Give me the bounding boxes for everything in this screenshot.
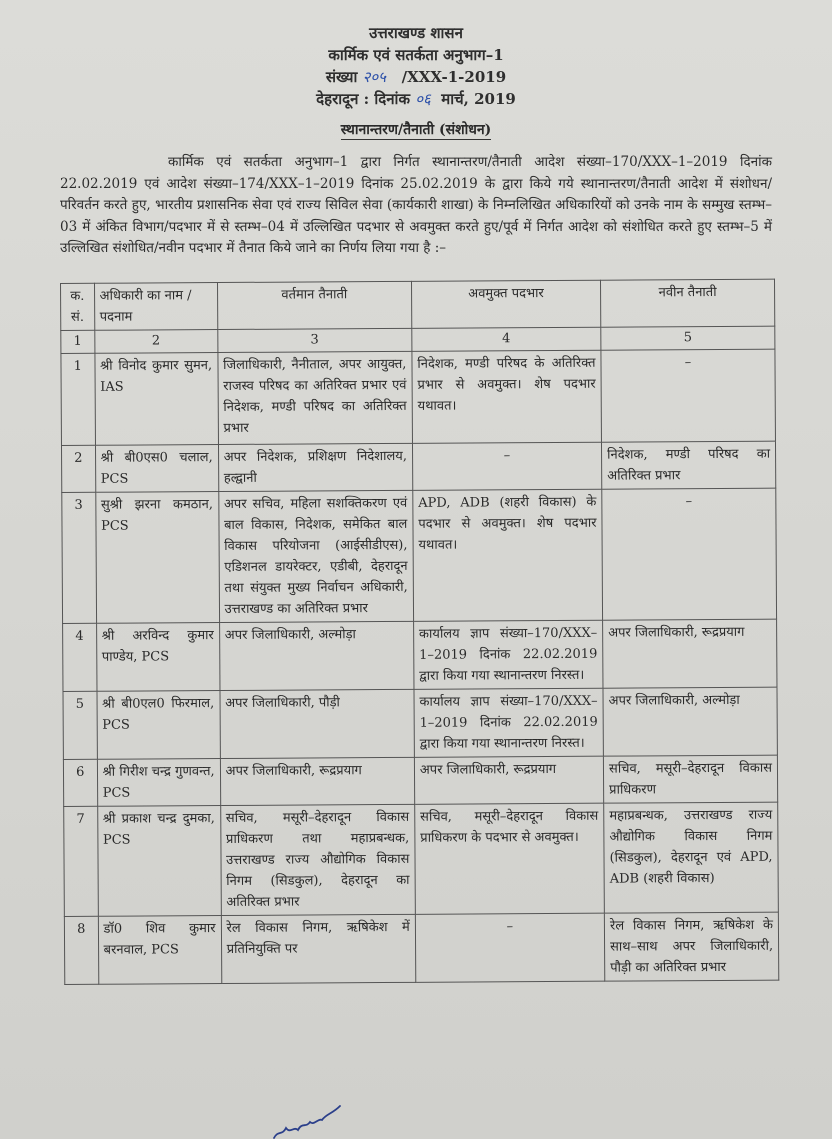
row-sn: 1: [61, 353, 95, 445]
row-current-posting: जिलाधिकारी, नैनीताल, अपर आयुक्त, राजस्व परिषद का अतिरिक्त प्रभार एवं निदेशक, मण्डी परिषद का अतिरिक्त प्रभार: [218, 351, 413, 444]
row-sn: 5: [63, 691, 97, 759]
header-name: अधिकारी का नाम /पदनाम: [94, 283, 217, 331]
handwritten-number: २०५: [362, 68, 386, 86]
column-number: 3: [217, 328, 411, 352]
row-relieved-charge: अपर जिलाधिकारी, रूद्रप्रयाग: [414, 756, 603, 804]
row-relieved-charge: APD, ADB (शहरी विकास) के पदभार से अवमुक्त। शेष पदभार यथावत।: [413, 489, 603, 621]
row-relieved-charge: –: [412, 442, 601, 490]
handwritten-date: ०६: [415, 90, 431, 108]
row-officer-name: सुश्री झरना कमठान, PCS: [95, 492, 219, 624]
subject-heading: [0, 120, 832, 139]
column-number: 2: [94, 330, 217, 354]
row-new-posting: –: [602, 488, 777, 620]
row-new-posting: –: [601, 349, 776, 442]
row-relieved-charge: कार्यालय ज्ञाप संख्या–170/XXX–1–2019 दिनांक 22.02.2019 द्वारा किया गया स्थानान्तरण निरस्त।: [414, 688, 604, 757]
column-number: 5: [601, 326, 775, 350]
number-label: संख्या: [325, 68, 358, 86]
table-row: [63, 755, 777, 806]
row-officer-name: श्री बी0एस0 चलाल, PCS: [95, 445, 218, 493]
order-paragraph: कार्मिक एवं सतर्कता अनुभाग–1 द्वारा निर्गत स्थानान्तरण/तैनाती आदेश संख्या–170/XXX–1–2019 दिनांक 22.02.2019 एवं आदेश संख्या–174/XXX–1–2019 दिनांक 25.02.2019 के द्वारा किये गये स्थानान्तरण/तैनाती आदेश में संशोधन/परिवर्तन करते हुए, भारतीय प्रशासनिक सेवा एवं राज्य सिविल सेवा (कार्यकारी शाखा) के निम्नलिखित अधिकारियों को उनके नाम के सम्मुख स्तम्भ–03 में अंकित विभाग/पदभार में से स्तम्भ–04 में उल्लिखित पदभार से अवमुक्त करते हुए/पूर्व में निर्गत आदेश को संशोधित करते हुए स्तम्भ–5 में उल्लिखित संशोधित/नवीन पदभार में तैनात किये जाने का निर्णय लिया गया है :–: [60, 154, 772, 256]
row-sn: 6: [63, 759, 97, 806]
header-sn: क. सं.: [61, 283, 95, 330]
department-name: कार्मिक एवं सतर्कता अनुभाग–1: [328, 46, 504, 64]
table-row: [62, 488, 777, 623]
table-row: [64, 802, 779, 916]
row-officer-name: श्री बी0एल0 फिरमाल, PCS: [97, 691, 220, 760]
row-relieved-charge: कार्यालय ज्ञाप संख्या–170/XXX–1–2019 दिनांक 22.02.2019 द्वारा किया गया स्थानान्तरण निरस्त।: [413, 620, 603, 689]
row-current-posting: अपर सचिव, महिला सशक्तिकरण एवं बाल विकास, निदेशक, समेकित बाल विकास परियोजना (आईसीडीएस), एडिशनल डायरेक्टर, एडीबी, देहरादून तथा संयुक्त मुख्य निर्वाचन अधिकारी, उत्तराखण्ड का अतिरिक्त प्रभार: [218, 490, 413, 622]
row-current-posting: रेल विकास निगम, ऋषिकेश में प्रतिनियुक्ति पर: [221, 914, 416, 983]
place-date-label: देहरादून : दिनांक: [316, 90, 410, 108]
row-sn: 7: [64, 806, 98, 916]
table-row: [61, 441, 775, 492]
table-row: [63, 619, 777, 691]
header-new: नवीन तैनाती: [601, 279, 775, 327]
row-sn: 2: [61, 445, 95, 492]
place-date: [0, 88, 832, 110]
government-name: उत्तराखण्ड शासन: [369, 24, 463, 42]
column-number: 1: [61, 330, 95, 353]
row-sn: 3: [62, 492, 96, 623]
column-number: 4: [412, 327, 601, 351]
table-header-row: [61, 279, 775, 330]
row-officer-name: श्री प्रकाश चन्द्र दुमका, PCS: [97, 806, 221, 917]
header-current: वर्तमान तैनाती: [217, 281, 412, 329]
row-officer-name: डॉ0 शिव कुमार बरनवाल, PCS: [98, 916, 221, 985]
table-row: [64, 912, 778, 984]
row-new-posting: अपर जिलाधिकारी, अल्मोड़ा: [603, 687, 777, 756]
signature-scribble-icon: [272, 1100, 342, 1139]
row-current-posting: सचिव, मसूरी–देहरादून विकास प्राधिकरण तथा महाप्रबन्धक, उत्तराखण्ड राज्य औद्योगिक विकास निगम (सिडकुल), देहरादून का अतिरिक्त प्रभार: [220, 804, 415, 915]
transfer-table: [60, 279, 779, 985]
row-current-posting: अपर जिलाधिकारी, रूद्रप्रयाग: [220, 757, 415, 805]
row-new-posting: निदेशक, मण्डी परिषद का अतिरिक्त प्रभार: [602, 441, 776, 489]
row-sn: 8: [64, 916, 98, 984]
row-officer-name: श्री गिरीश चन्द्र गुणवन्त, PCS: [97, 759, 220, 807]
row-current-posting: अपर जिलाधिकारी, अल्मोड़ा: [219, 621, 414, 690]
row-sn: 4: [63, 623, 97, 691]
number-suffix: /XXX-1-2019: [401, 68, 507, 86]
row-new-posting: अपर जिलाधिकारी, रूद्रप्रयाग: [603, 619, 777, 688]
row-new-posting: महाप्रबन्धक, उत्तराखण्ड राज्य औद्योगिक विकास निगम (सिडकुल), देहरादून एवं APD, ADB (शहरी विकास): [604, 802, 779, 913]
header-relieved: अवमुक्त पदभार: [411, 280, 600, 328]
letterhead: [0, 22, 832, 110]
row-relieved-charge: निदेशक, मण्डी परिषद के अतिरिक्त प्रभार से अवमुक्त। शेष पदभार यथावत।: [412, 350, 602, 443]
subject-text: स्थानान्तरण/तैनाती (संशोधन): [340, 122, 492, 138]
row-officer-name: श्री विनोद कुमार सुमन, IAS: [94, 353, 218, 446]
row-current-posting: अपर निदेशक, प्रशिक्षण निदेशालय, हल्द्वानी: [218, 443, 413, 491]
date-suffix: मार्च, 2019: [441, 90, 516, 108]
table-row: [61, 349, 776, 445]
row-new-posting: सचिव, मसूरी–देहरादून विकास प्राधिकरण: [603, 755, 777, 803]
row-relieved-charge: सचिव, मसूरी–देहरादून विकास प्राधिकरण के पदभार से अवमुक्त।: [415, 803, 605, 914]
row-new-posting: रेल विकास निगम, ऋषिकेश के साथ–साथ अपर जिलाधिकारी, पौड़ी का अतिरिक्त प्रभार: [604, 912, 778, 981]
order-number: [0, 66, 832, 88]
row-relieved-charge: –: [415, 913, 605, 982]
row-current-posting: अपर जिलाधिकारी, पौड़ी: [220, 689, 415, 758]
table-row: [63, 687, 777, 759]
row-officer-name: श्री अरविन्द कुमार पाण्डेय, PCS: [96, 623, 219, 692]
